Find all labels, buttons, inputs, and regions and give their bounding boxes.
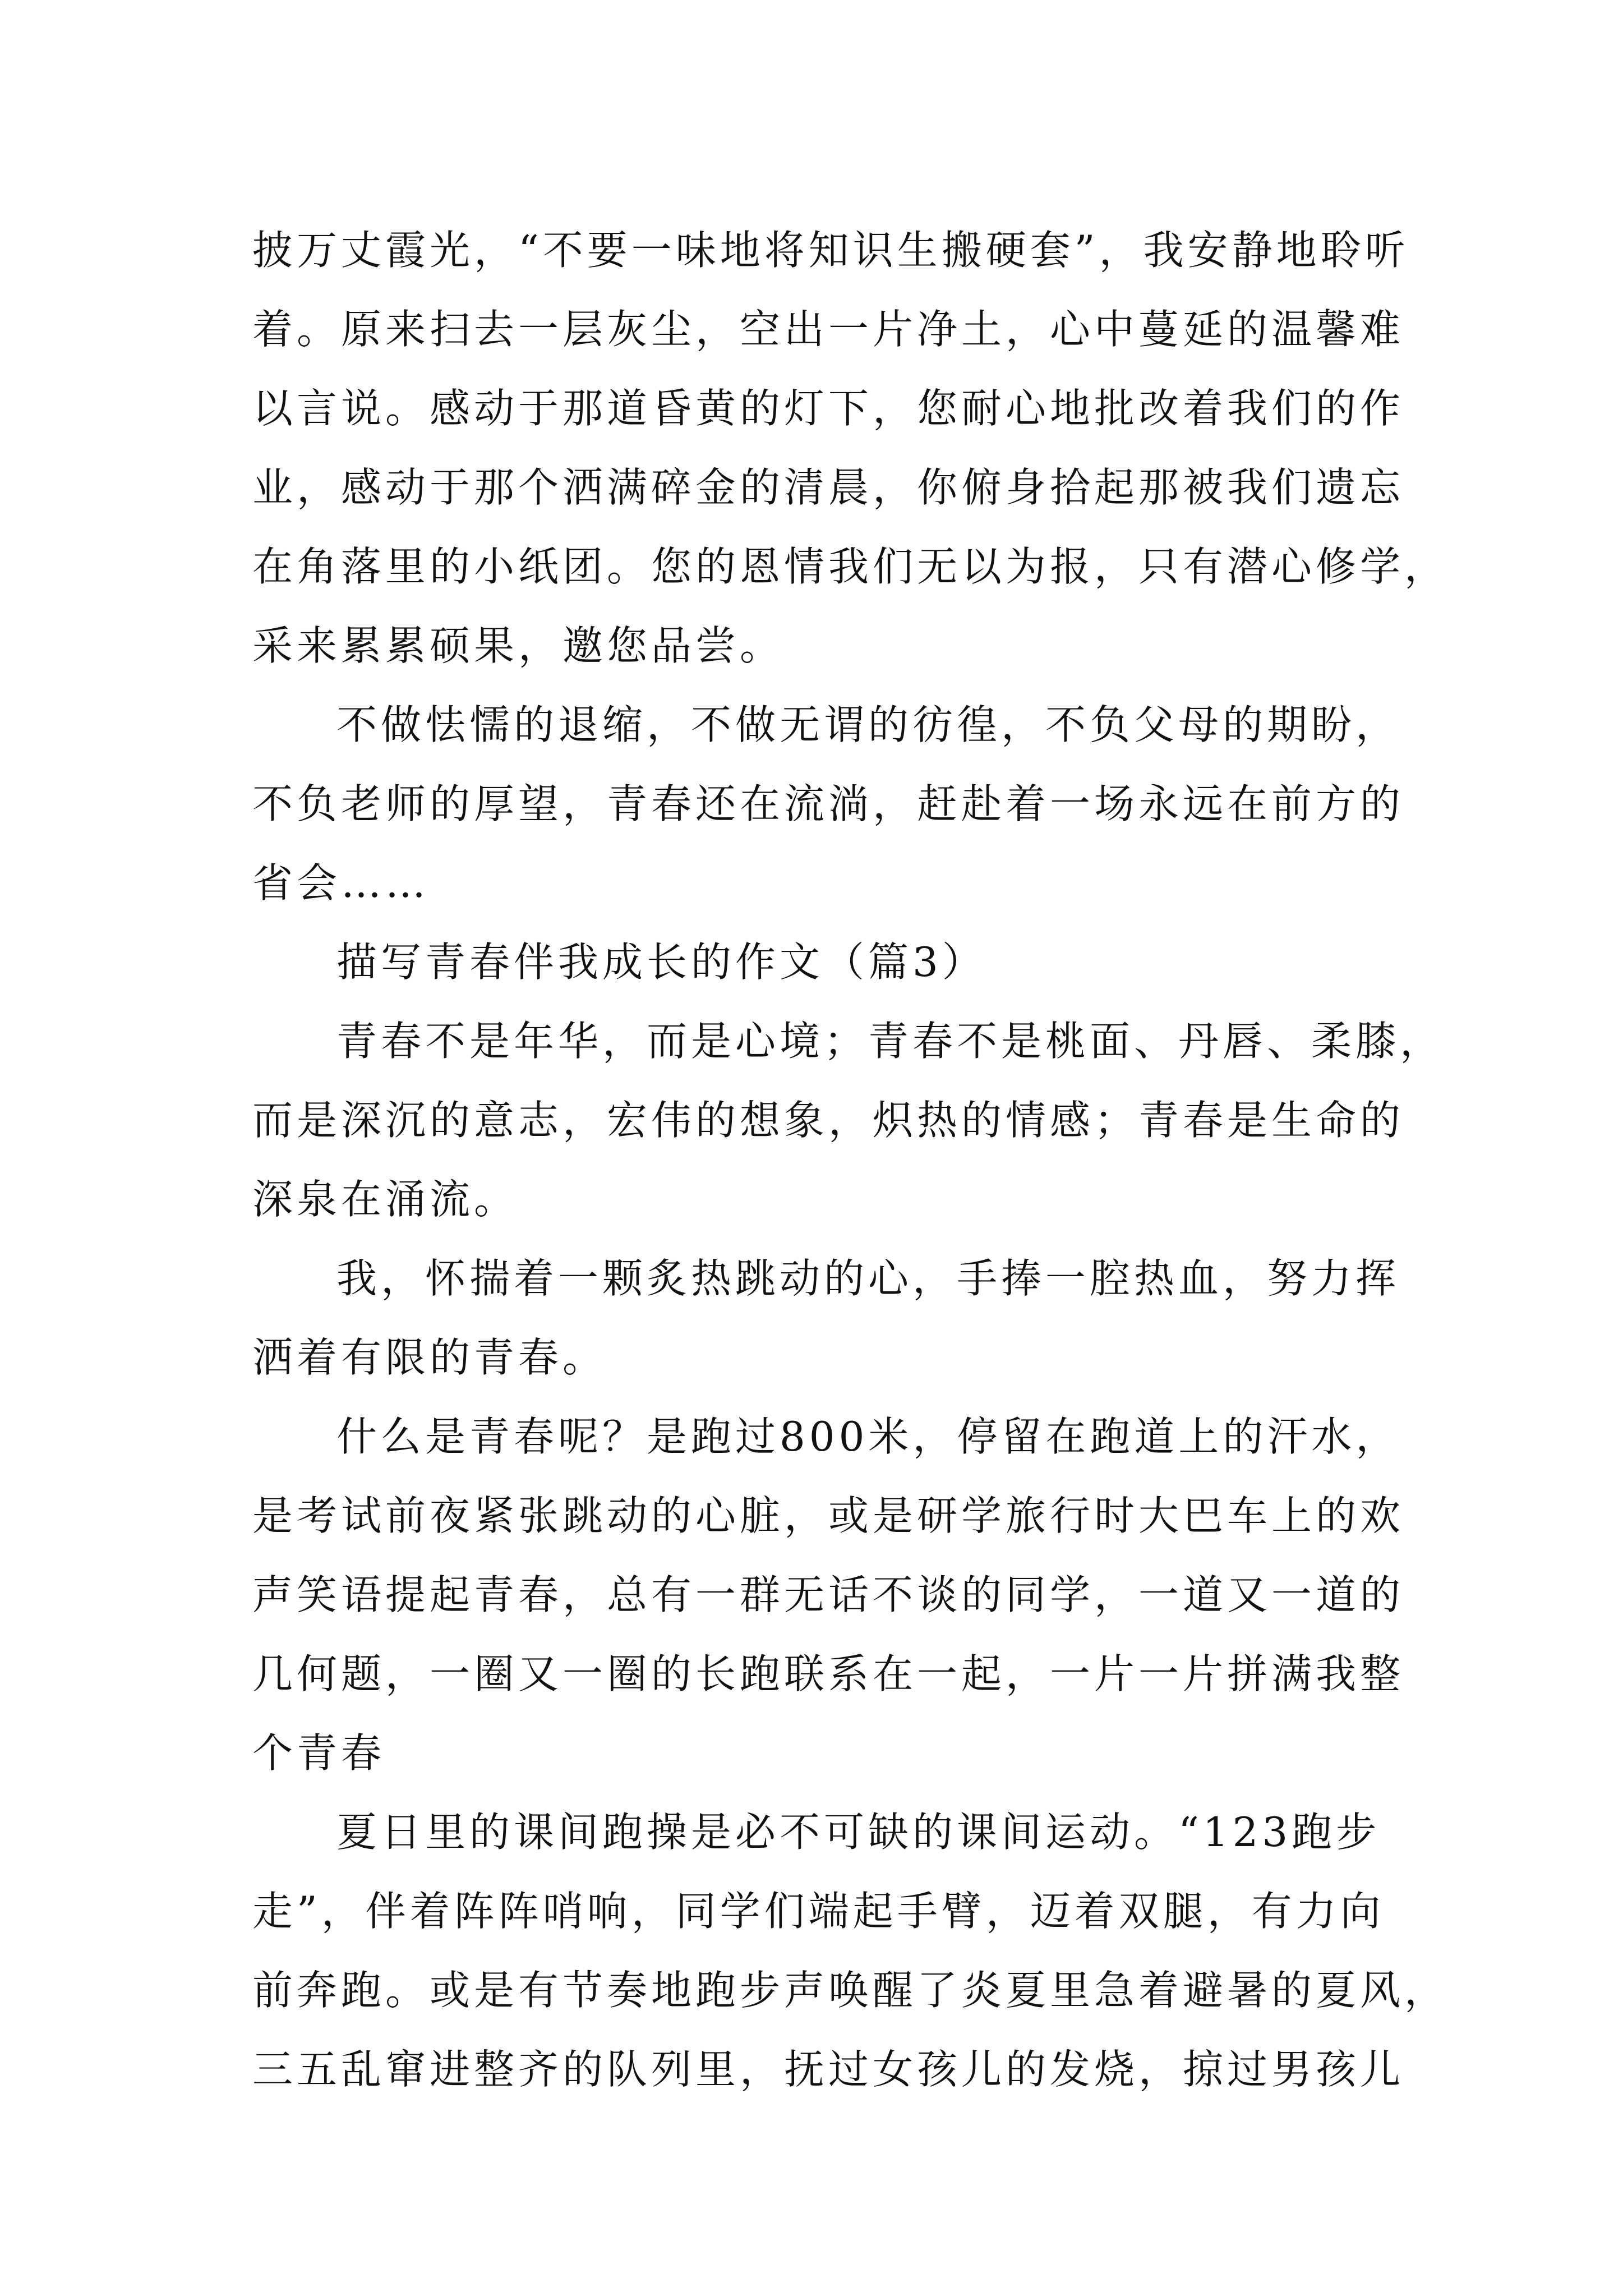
paragraph-start-line: 不做怯懦的退缩，不做无谓的彷徨，不负父母的期盼， (336, 701, 1400, 748)
essay-body (252, 211, 1449, 2109)
text-line: 不负老师的厚望，青春还在流淌，赶赴着一场永远在前方的 (252, 780, 1405, 827)
text-line: 采来累累硕果，邀您品尝。 (252, 622, 785, 669)
text-line: 个青春 (252, 1729, 386, 1777)
text-line: 洒着有限的青春。 (252, 1334, 607, 1381)
text-line: 在角落里的小纸团。您的恩情我们无以为报，只有潜心修学， (252, 543, 1449, 590)
paragraph-start-line: 我，怀揣着一颗炙热跳动的心，手捧一腔热血，努力挥 (336, 1255, 1400, 1302)
paragraph-start-line: 青春不是年华，而是心境；青春不是桃面、丹唇、柔膝， (336, 1018, 1445, 1065)
text-line: 省会…… (252, 859, 430, 907)
paragraph-start-line: 夏日里的课间跑操是必不可缺的课间运动。“123跑步 (336, 1809, 1381, 1856)
text-line: 深泉在涌流。 (252, 1176, 519, 1223)
text-line: 是考试前夜紧张跳动的心脏，或是研学旅行时大巴车上的欢 (252, 1492, 1405, 1539)
text-line: 声笑语提起青春，总有一群无话不谈的同学，一道又一道的 (252, 1571, 1405, 1618)
text-line: 业，感动于那个洒满碎金的清晨，你俯身拾起那被我们遗忘 (252, 464, 1405, 511)
paragraph-start-line: 什么是青春呢？是跑过800米，停留在跑道上的汗水， (336, 1413, 1400, 1460)
text-line: 三五乱窜进整齐的队列里，抚过女孩儿的发烧，掠过男孩儿 (252, 2046, 1405, 2093)
text-line: 走”，伴着阵阵哨响，同学们端起手臂，迈着双腿，有力向 (252, 1888, 1385, 1935)
text-line: 几何题，一圈又一圈的长跑联系在一起，一片一片拼满我整 (252, 1650, 1405, 1697)
essay-heading: 描写青春伴我成长的作文（篇3） (336, 938, 986, 986)
text-line: 披万丈霞光，“不要一味地将知识生搬硬套”，我安静地聆听 (252, 227, 1409, 274)
text-line: 前奔跑。或是有节奏地跑步声唤醒了炎夏里急着避暑的夏风， (252, 1967, 1449, 2014)
text-line: 着。原来扫去一层灰尘，空出一片净土，心中蔓延的温馨难 (252, 306, 1405, 353)
text-line: 以言说。感动于那道昏黄的灯下，您耐心地批改着我们的作 (252, 385, 1405, 432)
text-line: 而是深沉的意志，宏伟的想象，炽热的情感；青春是生命的 (252, 1097, 1405, 1144)
